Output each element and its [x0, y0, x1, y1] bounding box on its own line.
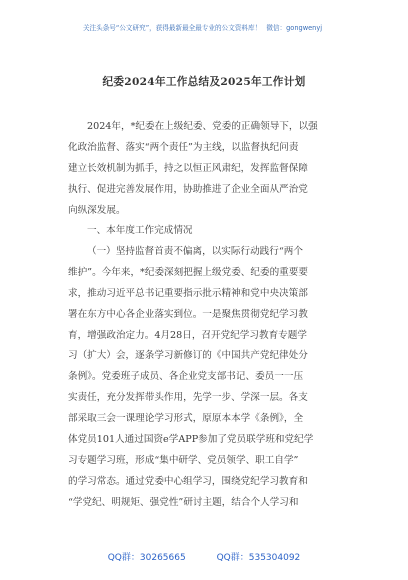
body-line: 维护”。今年来，*纪委深刻把握上级党委、纪委的重要要 [68, 266, 308, 278]
header-wechat-text: 微信：gongwenyj [266, 24, 323, 32]
header-banner [0, 22, 408, 32]
body-line: 求，推动习近平总书记重要指示批示精神和党中央决策部 [68, 287, 308, 299]
section-heading: 一、本年度工作完成情况 [87, 225, 193, 236]
intro-line: 执行、促进完善发展作用，协助推进了企业全面从严治党 [68, 183, 308, 195]
body-line: 部采取三会一课理论学习形式，原原本本学《条例》，全 [68, 413, 304, 425]
document-title: 纪委2024年工作总结及2025年工作计划 [102, 76, 306, 88]
footer-qq-group-1: QQ群：30265665 [107, 553, 186, 563]
body-line: 署在东方中心各企业落实到位。一是聚焦贯彻党纪学习教 [68, 308, 308, 320]
body-line: 体党员101人通过国资e学APP参加了党员联学班和党纪学 [68, 434, 314, 446]
header-promo-text: 关注头条号“公文研究”，获得最新最全最专业的公文资料库！ [82, 24, 262, 32]
body-line: （一）坚持监督首责不偏离，以实际行动践行“两个 [87, 246, 303, 257]
intro-line: 向纵深发展。 [68, 204, 126, 216]
footer-qq-groups [0, 550, 408, 563]
section-heading-block [68, 221, 348, 242]
body-line: 习（扩大）会，逐条学习新修订的《中国共产党纪律处分 [68, 350, 308, 362]
body-paragraph [68, 242, 348, 514]
footer-qq-group-2: QQ群：535304092 [216, 553, 301, 563]
body-line: 的学习常态。通过党委中心组学习，围绕党纪学习教育和 [68, 475, 308, 487]
intro-line: 2024年，*纪委在上级纪委、党委的正确领导下，以强 [87, 121, 318, 132]
body-line: 条例》。党委班子成员、各企业党支部书记、委员一一压 [68, 371, 304, 383]
body-line: 实责任，充分发挥带头作用，先学一步、学深一层。各支 [68, 392, 308, 404]
body-line: 育，增强政治定力。4月28日，召开党纪学习教育专题学 [68, 329, 307, 341]
intro-line: 化政治监督、落实“两个责任”为主线，以监督执纪问责 [68, 141, 299, 153]
intro-paragraph [68, 117, 348, 221]
body-line: “学党纪、明规矩、强党性”研讨主题，结合个人学习和 [68, 496, 299, 508]
intro-line: 建立长效机制为抓手，持之以恒正风肃纪，发挥监督保障 [68, 162, 308, 174]
body-line: 习专题学习班，形成“集中研学、党员领学、职工自学” [68, 454, 299, 466]
